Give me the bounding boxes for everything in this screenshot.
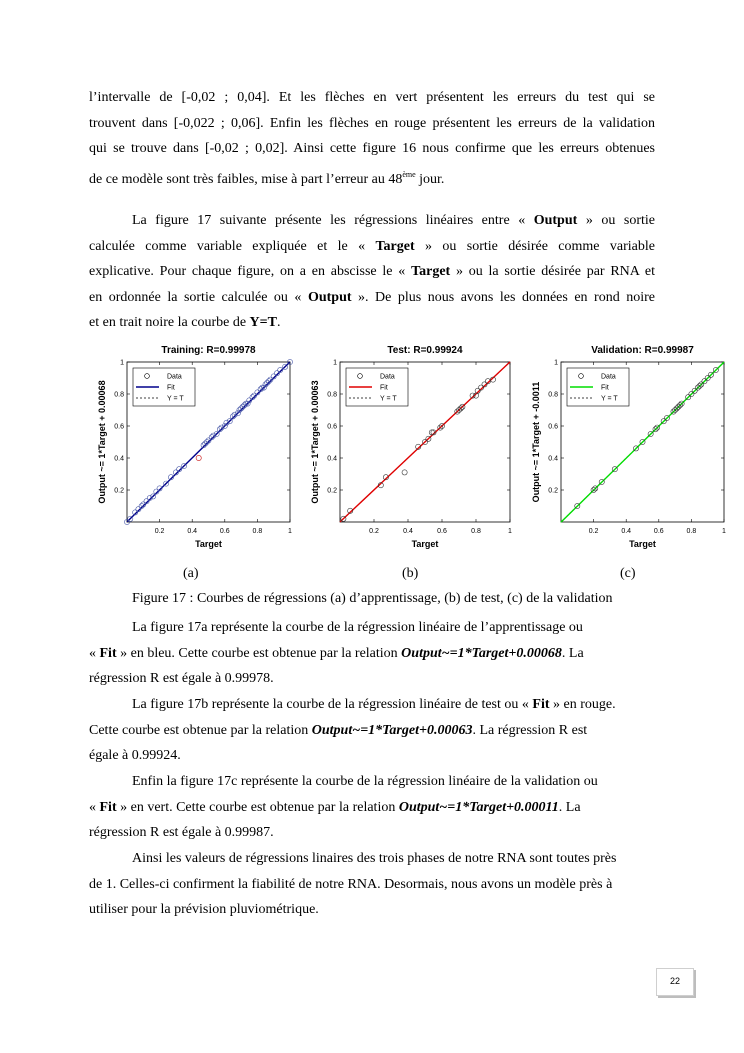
y-tick-label: 0.6 — [548, 423, 558, 431]
text-line: Ainsi les valeurs de régressions linaires des trois phases de notre RNA sont toutes près — [132, 851, 617, 866]
paragraph-17b — [89, 692, 655, 769]
y-tick-label: 0.2 — [327, 487, 337, 495]
x-tick-label: 0.2 — [369, 528, 379, 535]
x-tick-label: 0.8 — [471, 528, 481, 535]
text-line: Cette courbe est obtenue par la relation Output~=1*Target+0.00063. La régression R est — [89, 722, 588, 738]
y-tick-label: 0.8 — [327, 391, 337, 399]
legend-label: Data — [380, 373, 395, 381]
text-line: calculée comme variable expliquée et le « Target » ou sortie désirée comme variable — [89, 238, 655, 254]
y-tick-label: 0.4 — [114, 455, 124, 463]
y-axis-label: Output ~= 1*Target + -0.0011 — [531, 381, 541, 503]
text-line: régression R est égale à 0.99978. — [89, 671, 274, 686]
legend-label: Fit — [167, 384, 175, 392]
figure-caption: Figure 17 : Courbes de régressions (a) d’apprentissage, (b) de test, (c) de la validation — [132, 591, 613, 606]
x-tick-label: 0.6 — [437, 528, 447, 535]
y-tick-label: 0.8 — [548, 391, 558, 399]
y-tick-label: 1 — [554, 359, 558, 367]
x-tick-label: 0.4 — [621, 528, 632, 535]
x-tick-label: 0.6 — [653, 528, 664, 535]
x-tick-label: 1 — [508, 528, 512, 535]
text-line: Enfin la figure 17c représente la courbe de la régression linéaire de la validation ou — [132, 774, 598, 789]
legend-label: Fit — [601, 384, 609, 392]
text-line: La figure 17 suivante présente les régressions linéaires entre « Output » ou sortie — [132, 213, 655, 228]
x-tick-label: 1 — [722, 528, 726, 535]
text-line: et en trait noire la courbe de Y=T. — [89, 315, 281, 330]
y-tick-label: 0.8 — [114, 391, 124, 399]
text-line: de ce modèle sont très faibles, mise à part l’erreur au 48ème jour. — [89, 169, 445, 187]
y-tick-label: 0.6 — [114, 423, 124, 431]
regression-charts — [95, 338, 735, 558]
x-tick-label: 0.2 — [154, 528, 165, 535]
text-line: trouvent dans [-0,022 ; 0,06]. Enfin les flèches en rouge présentent les erreurs de la validation — [89, 115, 655, 131]
paragraph-17a — [89, 615, 655, 692]
chart-title: Training: R=0.99978 — [161, 345, 256, 356]
text-line: « Fit » en vert. Cette courbe est obtenue par la relation Output~=1*Target+0.00011. La — [89, 799, 581, 815]
text-line: La figure 17b représente la courbe de la régression linéaire de test ou « Fit » en rouge. — [132, 697, 616, 712]
sublabel-a: (a) — [183, 566, 199, 581]
x-axis-label: Target — [629, 539, 656, 549]
paragraph-figure-intro — [89, 208, 655, 336]
x-tick-label: 1 — [288, 528, 292, 535]
sublabel-b: (b) — [402, 566, 419, 581]
y-tick-label: 0.4 — [548, 455, 558, 463]
chart-validation — [529, 338, 734, 558]
y-tick-label: 0.2 — [548, 487, 558, 495]
y-tick-label: 0.6 — [327, 423, 337, 431]
chart-training — [95, 338, 300, 558]
chart-test — [308, 338, 520, 558]
y-axis-label: Output ~= 1*Target + 0.00063 — [310, 380, 320, 504]
x-tick-label: 0.8 — [686, 528, 697, 535]
text-line: « Fit » en bleu. Cette courbe est obtenue par la relation Output~=1*Target+0.00068. La — [89, 645, 584, 661]
text-line: qui se trouve dans [-0,02 ; 0,02]. Ainsi cette figure 16 nous confirme que les erreurs obtenues — [89, 141, 655, 156]
text-line: en ordonnée la sortie calculée ou « Output ». De plus nous avons les données en rond noire — [89, 289, 656, 305]
chart-title: Test: R=0.99924 — [387, 345, 463, 356]
chart-title: Validation: R=0.99987 — [591, 345, 694, 356]
sublabel-c: (c) — [620, 566, 636, 581]
legend-label: Data — [601, 373, 616, 381]
y-tick-label: 1 — [120, 359, 124, 367]
y-tick-label: 0.2 — [114, 487, 124, 495]
y-tick-label: 0.4 — [327, 455, 337, 463]
legend-label: Y = T — [601, 395, 618, 403]
legend-label: Y = T — [167, 395, 184, 403]
text-line: l’intervalle de [-0,02 ; 0,04]. Et les flèches en vert présentent les erreurs du test qui se — [89, 90, 655, 105]
text-line: égale à 0.99924. — [89, 748, 181, 763]
paragraph-conclusion — [89, 846, 655, 923]
text-line: La figure 17a représente la courbe de la régression linéaire de l’apprentissage ou — [132, 620, 583, 635]
superscript: ème — [402, 169, 416, 179]
x-tick-label: 0.2 — [588, 528, 599, 535]
x-tick-label: 0.4 — [187, 528, 198, 535]
text-line: explicative. Pour chaque figure, on a en abscisse le « Target » ou la sortie désirée par RNA et — [89, 264, 655, 279]
legend-label: Data — [167, 373, 182, 381]
text-line: régression R est égale à 0.99987. — [89, 825, 274, 840]
paragraph-17c — [89, 769, 655, 846]
legend-label: Fit — [380, 384, 388, 392]
x-tick-label: 0.6 — [219, 528, 230, 535]
x-axis-label: Target — [411, 539, 439, 549]
y-axis-label: Output ~= 1*Target + 0.00068 — [97, 380, 107, 504]
text-line: de 1. Celles-ci confirment la fiabilité de notre RNA. Desormais, nous avons un modèle près à — [89, 876, 613, 892]
x-tick-label: 0.4 — [403, 528, 413, 535]
y-tick-label: 1 — [333, 359, 337, 367]
legend-label: Y = T — [380, 395, 397, 403]
x-tick-label: 0.8 — [252, 528, 263, 535]
x-axis-label: Target — [195, 539, 222, 549]
text-line: utiliser pour la prévision pluviométrique. — [89, 902, 319, 917]
paragraph-errors — [89, 85, 655, 192]
page-number: 22 — [656, 968, 694, 996]
